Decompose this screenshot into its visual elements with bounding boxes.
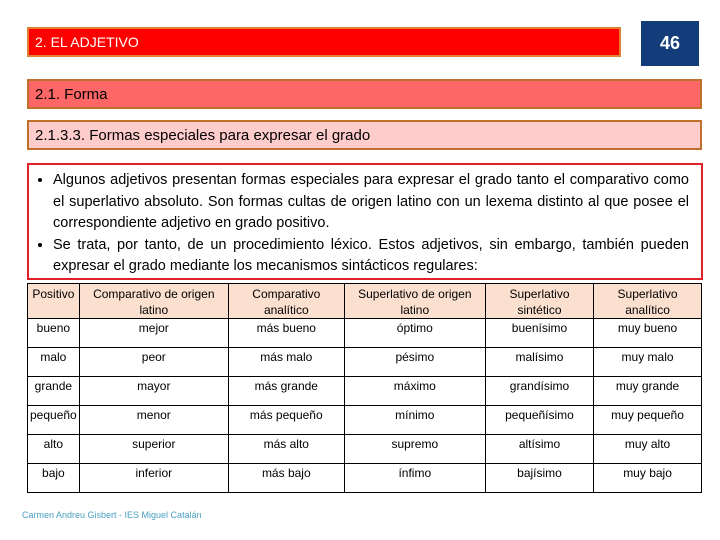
table-cell: muy alto bbox=[594, 435, 702, 464]
table-cell: mínimo bbox=[344, 406, 485, 435]
subsection-title: 2.1.3.3. Formas especiales para expresar el grado bbox=[27, 120, 702, 150]
column-header: Positivo bbox=[28, 284, 80, 319]
table-cell: muy malo bbox=[594, 348, 702, 377]
table-cell: muy pequeño bbox=[594, 406, 702, 435]
table-cell: inferior bbox=[79, 464, 228, 493]
table-row bbox=[28, 319, 702, 348]
footer-author: Carmen Andreu Gisbert - IES Miguel Catalán bbox=[22, 510, 202, 520]
table-cell: supremo bbox=[344, 435, 485, 464]
column-header: Comparativo analítico bbox=[228, 284, 344, 319]
table-header-row bbox=[28, 284, 702, 319]
table-cell: peor bbox=[79, 348, 228, 377]
table-row bbox=[28, 406, 702, 435]
table-cell: altísimo bbox=[485, 435, 593, 464]
section-title: 2.1. Forma bbox=[27, 79, 702, 109]
table-cell: más pequeño bbox=[228, 406, 344, 435]
table-cell: superior bbox=[79, 435, 228, 464]
table-row bbox=[28, 464, 702, 493]
page-number: 46 bbox=[641, 21, 699, 66]
chapter-title: 2. EL ADJETIVO bbox=[27, 27, 621, 57]
table-cell: bueno bbox=[28, 319, 80, 348]
table-cell: óptimo bbox=[344, 319, 485, 348]
column-header: Superlativo de origen latino bbox=[344, 284, 485, 319]
table-cell: más bueno bbox=[228, 319, 344, 348]
table-cell: buenísimo bbox=[485, 319, 593, 348]
table-cell: máximo bbox=[344, 377, 485, 406]
table-cell: más malo bbox=[228, 348, 344, 377]
bullet-box bbox=[27, 163, 703, 280]
table-cell: grande bbox=[28, 377, 80, 406]
table-row bbox=[28, 435, 702, 464]
table-cell: más alto bbox=[228, 435, 344, 464]
table-cell: pésimo bbox=[344, 348, 485, 377]
column-header: Comparativo de origen latino bbox=[79, 284, 228, 319]
table-cell: muy bueno bbox=[594, 319, 702, 348]
table-cell: bajísimo bbox=[485, 464, 593, 493]
table-cell: más bajo bbox=[228, 464, 344, 493]
table-cell: malo bbox=[28, 348, 80, 377]
table-cell: menor bbox=[79, 406, 228, 435]
table-cell: pequeñísimo bbox=[485, 406, 593, 435]
table-cell: bajo bbox=[28, 464, 80, 493]
table-cell: pequeño bbox=[28, 406, 80, 435]
table-cell: mayor bbox=[79, 377, 228, 406]
table-cell: más grande bbox=[228, 377, 344, 406]
column-header: Superlativo sintético bbox=[485, 284, 593, 319]
table-cell: muy bajo bbox=[594, 464, 702, 493]
table-cell: alto bbox=[28, 435, 80, 464]
table-cell: muy grande bbox=[594, 377, 702, 406]
table-cell: grandísimo bbox=[485, 377, 593, 406]
table-cell: malísimo bbox=[485, 348, 593, 377]
table-cell: ínfimo bbox=[344, 464, 485, 493]
column-header: Superlativo analítico bbox=[594, 284, 702, 319]
table-row bbox=[28, 377, 702, 406]
bullet-item: • Algunos adjetivos presentan formas especiales para expresar el grado tanto el comparativo como el superlativo absoluto. Son formas cultas de origen latino con un lexema distinto al que posee el correspondiente adjetivo en grado positivo. bbox=[53, 170, 689, 235]
table-cell: mejor bbox=[79, 319, 228, 348]
table-row bbox=[28, 348, 702, 377]
grade-table bbox=[27, 283, 702, 493]
bullet-item: • Se trata, por tanto, de un procedimiento léxico. Estos adjetivos, sin embargo, también pueden expresar el grado mediante los mecanismos sintácticos regulares: bbox=[53, 235, 689, 278]
